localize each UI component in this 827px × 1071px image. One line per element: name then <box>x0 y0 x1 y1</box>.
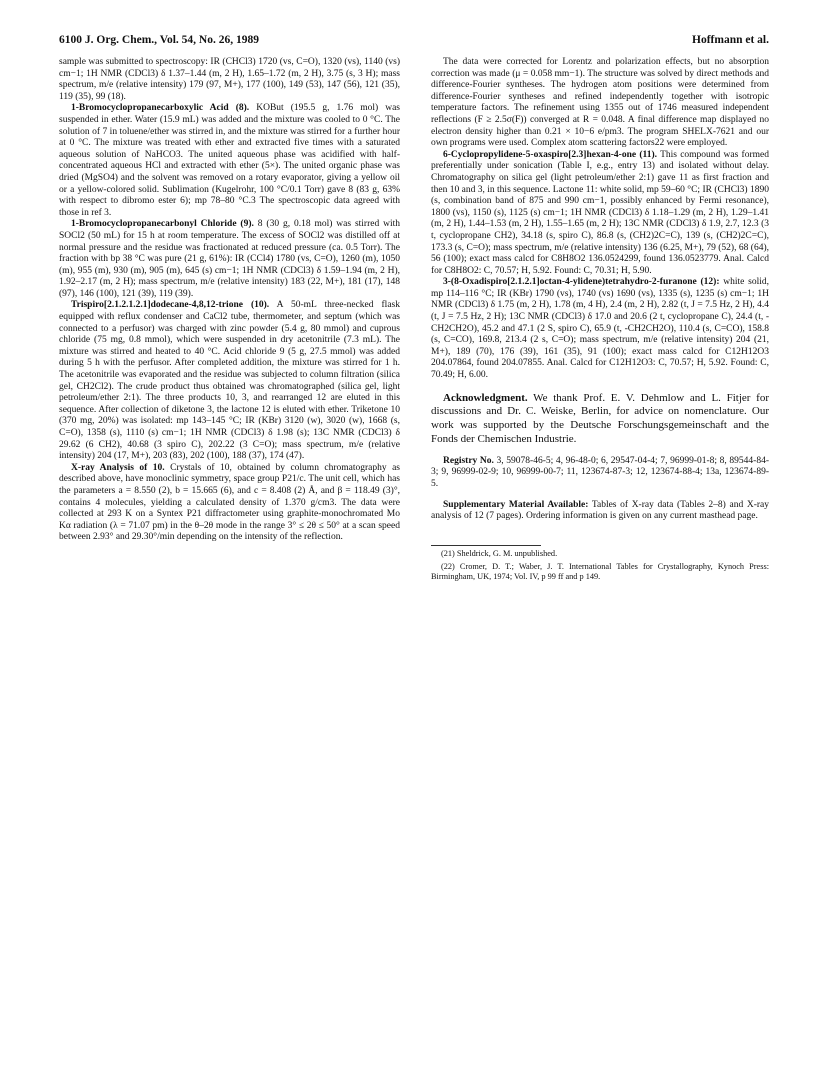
section-heading: Trispiro[2.1.2.1.2.1]dodecane-4,8,12-trione (10). <box>71 300 270 311</box>
supplementary-material: Supplementary Material Available: Tables of X-ray data (Tables 2–8) and X-ray analysis of 12 (7 pages). Ordering information is given on any current masthead page. <box>431 499 769 522</box>
footnote-21: (21) Sheldrick, G. M. unpublished. <box>441 548 558 558</box>
section-heading: 1-Bromocyclopropanecarbonyl Chloride (9). <box>71 219 254 230</box>
authors: Hoffmann et al. <box>692 34 769 46</box>
paragraph-xray: X-ray Analysis of 10. Crystals of 10, obtained by column chromatography as described above, have monoclinic symmetry, space group P21/c. The unit cell, which has the parameters a = 8.550 (2), b = 15.665 (6), and c = 8.408 (2) Å, and β = 118.49 (3)°, contains 4 molecules, yielding a calculated density of 1.370 g/cm3. The data were collected at 293 K on a Syntex P21 diffractometer using graphite-monochromated Mo Kα radiation (λ = 71.07 pm) in the θ–2θ mode in the range 3° ≤ 2θ ≤ 50° at a scan speed between 2.93° and 29.30°/min depending on the intensity of the reflection. <box>59 462 400 543</box>
registry-numbers: Registry No. 3, 59078-46-5; 4, 96-48-0; 6, 29547-04-4; 7, 96999-01-8; 8, 89544-84-3; 9, 96999-02-9; 10, 96999-00-7; 11, 123674-87-3; 12, 123674-88-4; 13a, 123674-89-5. <box>431 455 769 489</box>
footnote-rule <box>431 545 541 546</box>
right-column <box>431 57 769 582</box>
footnote-22: (22) Cromer, D. T.; Waber, J. T. International Tables for Crystallography, Kynoch Press: Birmingham, UK, 1974; Vol. IV, p 99 ff and p 149. <box>431 561 769 581</box>
paragraph-compound-8: 1-Bromocyclopropanecarboxylic Acid (8). KOBut (195.5 g, 1.76 mol) was suspended in ether. Water (15.9 mL) was added and the mixture was cooled to 0 °C. The solution of 7 in toluene/ether was stirred in, and the mixture was stirred for a further hour at 0 °C. The mixture was treated with ether and extracted five times with a saturated aqueous solution of NaHCO3. The united aqueous phase was acidified with half-concentrated aqueous HCl and extracted with ether (5×). The united organic phase was dried (MgSO4) and the solvent was removed on a rotary evaporator, giving a yellow oil or a yellow-colored solid. Sublimation (Kugelrohr, 100 °C/0.1 Torr) gave 8 (83 g, 63% with respect to dibromo ester 6); mp 78–80 °C.3 The spectroscopic data agreed with those in ref 3. <box>59 103 400 218</box>
section-heading: 6-Cyclopropylidene-5-oxaspiro[2.3]hexan-4-one (11). <box>443 149 657 160</box>
paragraph-xray-continued: The data were corrected for Lorentz and polarization effects, but no absorption correction was made (μ = 0.058 mm−1). The structure was solved by direct methods and difference-Fourier syntheses. The hydrogen atom positions were determined from difference-Fourier syntheses and refined independently together with isotropic temperature factors. The refinement using 1355 out of 1746 measured independent reflections (F ≥ 2.5σ(F)) converged at R = 0.048. A final difference map displayed no electron density higher than 0.21 × 10−6 e/pm3. The program SHELX-7621 and our own programs were used. Complex atom scattering factors22 were employed. <box>431 57 769 149</box>
section-heading: 3-(8-Oxadispiro[2.1.2.1]octan-4-ylidene)tetrahydro-2-furanone (12): <box>443 277 720 288</box>
section-heading: 1-Bromocyclopropanecarboxylic Acid (8). <box>71 103 250 114</box>
paragraph-spectroscopy: sample was submitted to spectroscopy: IR (CHCl3) 1720 (vs, C=O), 1320 (vs), 1140 (vs) cm−1; 1H NMR (CDCl3) δ 1.37–1.44 (m, 2 H), 1.65–1.72 (m, 2 H), 3.75 (s, 3 H); mass spectrum, m/e (relative intensity) 179 (97, M+), 177 (100), 149 (53), 147 (56), 121 (35), 119 (35), 99 (18). <box>59 57 400 102</box>
paragraph-compound-11: 6-Cyclopropylidene-5-oxaspiro[2.3]hexan-4-one (11). This compound was formed preferentially under sonication (Table I, e.g., entry 13) and isolated without delay. Chromatography on silica gel (light petroleum/ether 2:1) gave 11 as first fraction and then 10 and 3, in this sequence. Lactone 11: white solid, mp 59–60 °C; IR (CHCl3) 1890 (s, combination band of 875 and 990 cm−1, possibly enhanced by Fermi resonance), 1800 (vs), 1150 (s), 1125 (s) cm−1; 1H NMR (CDCl3) δ 1.18–1.29 (m, 2 H), 1.29–1.41 (m, 2 H), 1.44–1.53 (m, 2 H), 1.55–1.65 (m, 2 H); 13C NMR (CDCl3) δ 1.9, 2.7, 12.3 (3 t, cyclopropane CH2), 34.18 (s, spiro C), 86.8 (s, (CH2)2C=C), 139 (s, (CH2)2C=C), 173.3 (s, C=O); mass spectrum, m/e (relative intensity) 136 (6.25, M+), 79 (52), 68 (64), 56 (100); exact mass calcd for C8H8O2 136.0524299, found 136.0523779. Anal. Calcd for C8H8O2: C, 70.57; H, 5.92. Found: C, 70.31; H, 5.90. <box>431 149 769 276</box>
paragraph-compound-9: 1-Bromocyclopropanecarbonyl Chloride (9). 8 (30 g, 0.18 mol) was stirred with SOCl2 (50 mL) for 15 h at room temperature. The excess of SOCl2 was distilled off at normal pressure and the residue was fractionated at reduced pressure (ca. 0.5 Torr). The fraction with bp 38 °C was pure (21 g, 61%): IR (CCl4) 1780 (vs, C=O), 1260 (m), 1050 (m), 955 (m), 930 (m), 905 (m), 645 (s) cm−1; 1H NMR (CDCl3) δ 1.59–1.94 (m, 2 H), 1.92–2.17 (m, 2 H); mass spectrum, m/e (relative intensity) 183 (22, M+), 181 (17), 148 (97), 146 (100), 121 (39), 119 (39). <box>59 219 400 299</box>
left-column <box>59 57 400 544</box>
paragraph-compound-12: 3-(8-Oxadispiro[2.1.2.1]octan-4-ylidene)tetrahydro-2-furanone (12): white solid, mp 114–116 °C; IR (KBr) 1790 (vs), 1740 (vs) 1690 (vs), 1335 (s), 1235 (s) cm−1; 1H NMR (CDCl3) δ 1.75 (m, 2 H), 1.78 (m, 4 H), 2.4 (m, 2 H), 2.82 (t, J = 7.5 Hz, 2 H), 4.4 (t, J = 7.5 Hz, 2 H); 13C NMR (CDCl3) δ 17.0 and 20.6 (2 t, cyclopropane C), 24.4 (t, -CH2CH2O), 45.2 and 47.1 (2 S, spiro C), 65.9 (t, -CH2CH2O), 110.4 (s, C=CO), 158.8 (s, C=CO), 169.8, 213.4 (2 s, C=O); mass spectrum, m/e (relative intensity) 204 (21, M+), 189 (70), 176 (39), 161 (35), 91 (100); exact mass calcd for C12H12O3 204.07864, found 204.07855. Anal. Calcd for C12H12O3: C, 70.57; H, 5.92. Found: C, 70.49; H, 6.00. <box>431 277 769 381</box>
supplementary-heading: Supplementary Material Available: <box>443 499 589 510</box>
registry-heading: Registry No. <box>443 455 494 466</box>
acknowledgment: Acknowledgment. We thank Prof. E. V. Dehmlow and L. Fitjer for discussions and Dr. C. Weiske, Berlin, for advice on nomenclature. Our work was supported by the Deutsche Forschungsgemeinschaft and the Fonds der Chemischen Industrie. <box>431 391 769 446</box>
running-header <box>59 34 769 50</box>
journal-citation: 6100 J. Org. Chem., Vol. 54, No. 26, 1989 <box>59 34 259 46</box>
section-heading: X-ray Analysis of 10. <box>71 462 165 473</box>
paragraph-compound-10: Trispiro[2.1.2.1.2.1]dodecane-4,8,12-trione (10). A 50-mL three-necked flask equipped with reflux condenser and CaCl2 tube, thermometer, and septum (which was connected to a perfusor) was charged with zinc powder (5.4 g, 80 mmol) and cuprous chloride (75 mg, 0.8 mmol), which were suspended in dry acetonitrile (7.3 mL). The mixture was stirred and heated to 40 °C. Acid chloride 9 (5 g, 27.5 mmol) was added during 5 h with the perfusor. After completed addition, the mixture was stirred for 1 h. The acetonitrile was evaporated and the residue was subjected to column filtration (silica gel, CH2Cl2). The crude product thus obtained was chromatographed (silica gel, light petroleum/ether 2:1). The three products 10, 3, and rearranged 12 are eluted in this sequence. After collection of diketone 3, the lactone 12 is eluted with ether. Triketone 10 (370 mg, 20%) was isolated: mp 143–145 °C; IR (KBr) 3120 (w), 3020 (w), 1668 (s, C=O), 1358 (s), 1110 (s) cm−1; 1H NMR (CDCl3) δ 1.98 (s); 13C NMR (CDCl3) δ 29.62 (6 CH2), 40.68 (3 spiro C), 202.22 (3 C=O); mass spectrum, m/e (relative intensity) 204 (17, M+), 203 (83), 202 (100), 188 (37), 174 (47). <box>59 300 400 462</box>
acknowledgment-heading: Acknowledgment. <box>443 391 528 404</box>
